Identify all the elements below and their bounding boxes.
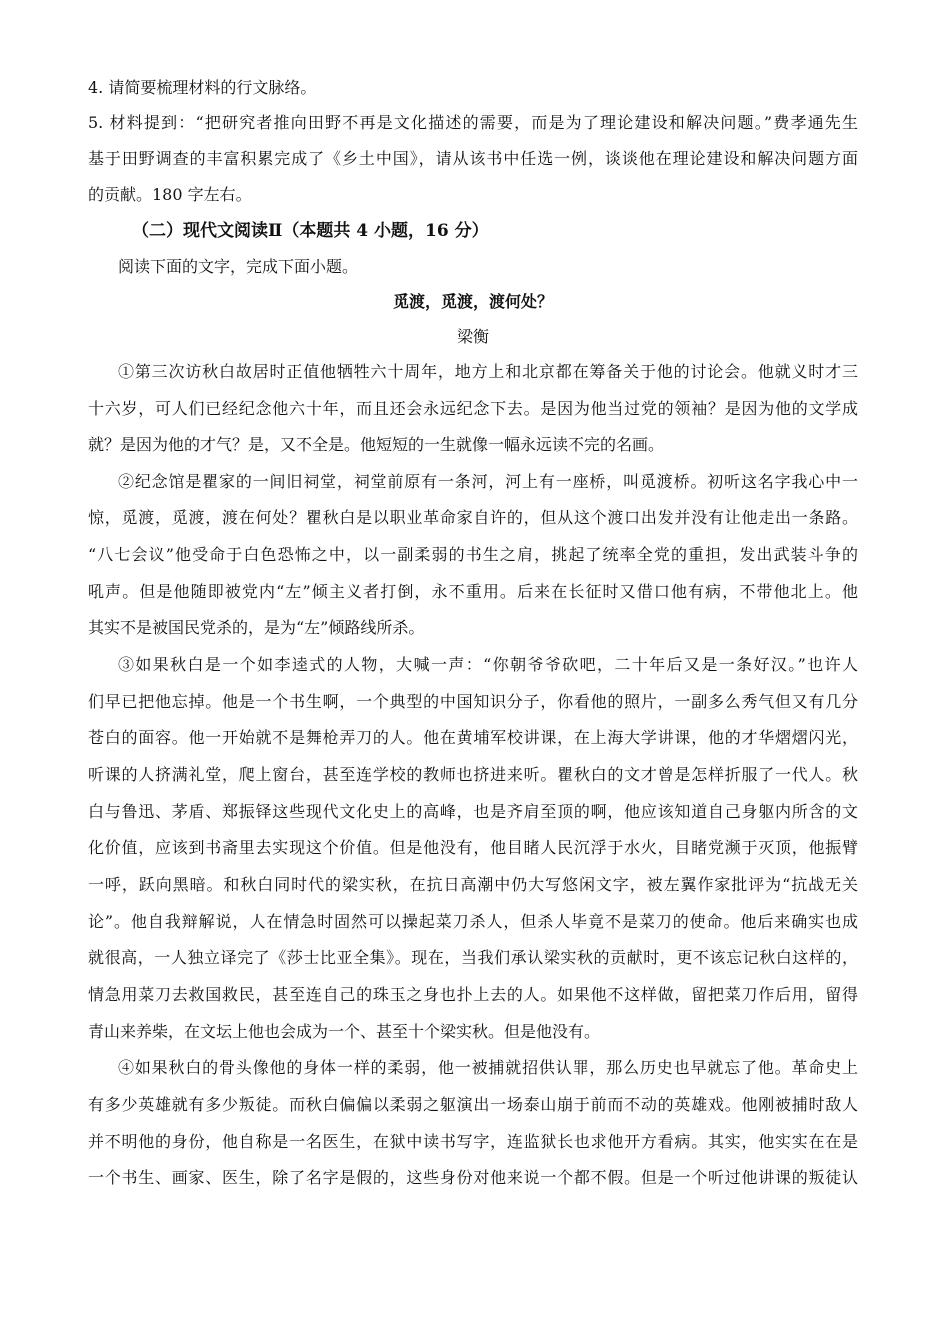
paragraph-3-line: 情急用菜刀去救国救民，甚至连自己的珠玉之身也扑上去的人。如果他不这样做，留把菜刀作后用，留得	[88, 985, 858, 1004]
paragraph-1-line: 十六岁，可人们已经纪念他六十年，而且还会永远纪念下去。是因为他当过党的领袖？是因为他的文学成	[88, 399, 858, 418]
question-5-line-2: 基于田野调查的丰富积累完成了《乡土中国》，请从该书中任选一例，谈谈他在理论建设和解决问题方面	[88, 149, 858, 168]
paragraph-4-line: 一个书生、画家、医生，除了名字是假的，这些身份对他来说一个都不假。但是一个听过他讲课的叛徒认	[88, 1168, 858, 1187]
paragraph-3-line: 白与鲁迅、茅盾、郑振铎这些现代文化史上的高峰，也是齐肩至顶的啊，他应该知道自己身躯内所含的文	[88, 802, 858, 821]
paragraph-2-line: 吼声。但是他随即被党内“左”倾主义者打倒，永不重用。后来在长征时又借口他有病，不带他北上。他	[88, 582, 858, 601]
paragraph-4-line: 并不明他的身份，他自称是一名医生，在狱中读书写字，连监狱长也求他开方看病。其实，他实实在在是	[88, 1132, 858, 1151]
question-5-line-3: 的贡献。180 字左右。	[88, 185, 252, 204]
paragraph-3-line: 苍白的面容。他一开始就不是舞枪弄刀的人。他在黄埔军校讲课，在上海大学讲课，他的才华熠熠闪光，	[88, 728, 858, 747]
article-author: 梁衡	[456, 327, 489, 346]
paragraph-3-line: ③如果秋白是一个如李逵式的人物，大喊一声：“你朝爷爷砍吧，二十年后又是一条好汉。”也许人	[118, 655, 858, 674]
paragraph-3-line: 青山来养柴，在文坛上他也会成为一个、甚至十个梁实秋。但是他没有。	[88, 1022, 601, 1041]
paragraph-3-line: 们早已把他忘掉。他是一个书生啊，一个典型的中国知识分子，你看他的照片，一副多么秀气但又有几分	[88, 692, 858, 711]
paragraph-3-line: 一呼，跃向黑暗。和秋白同时代的梁实秋，在抗日高潮中仍大写悠闲文字，被左翼作家批评为“抗战无关	[88, 875, 858, 894]
paragraph-1-line: ①第三次访秋白故居时正值他牺牲六十周年，地方上和北京都在筹备关于他的讨论会。他就义时才三	[118, 362, 858, 381]
article-title: 觅渡，觅渡，渡何处？	[392, 292, 553, 311]
paragraph-3-line: 论”。他自我辩解说，人在情急时固然可以操起菜刀杀人，但杀人毕竟不是菜刀的使命。他后来确实也成	[88, 912, 858, 931]
paragraph-2-line: ②纪念馆是瞿家的一间旧祠堂，祠堂前原有一条河，河上有一座桥，叫觅渡桥。初听这名字我心中一	[118, 472, 858, 491]
question-5-line-1: 5. 材料提到：“把研究者推向田野不再是文化描述的需要，而是为了理论建设和解决问题。”费孝通先生	[88, 113, 858, 132]
paragraph-4-line: ④如果秋白的骨头像他的身体一样的柔弱，他一被捕就招供认罪，那么历史也早就忘了他。革命史上	[118, 1058, 858, 1077]
paragraph-2-line: “八七会议”他受命于白色恐怖之中，以一副柔弱的书生之肩，挑起了统率全党的重担，发出武装斗争的	[88, 545, 858, 564]
section-heading: （二）现代文阅读Ⅱ（本题共 4 小题，16 分）	[132, 221, 489, 241]
section-instruction: 阅读下面的文字，完成下面小题。	[118, 257, 359, 276]
paragraph-3-line: 化价值，应该到书斋里去实现这个价值。但是他没有，他目睹人民沉浮于水火，目睹党濒于灭顶，他振臂	[88, 838, 858, 857]
paragraph-3-line: 就很高，一人独立译完了《莎士比亚全集》。现在，当我们承认梁实秋的贡献时，更不该忘记秋白这样的，	[88, 948, 858, 967]
question-4: 4. 请简要梳理材料的行文脉络。	[88, 78, 317, 97]
paragraph-2-line: 惊，觅渡，觅渡，渡在何处？瞿秋白是以职业革命家自许的，但从这个渡口出发并没有让他走出一条路。	[88, 508, 858, 527]
paragraph-4-line: 有多少英雄就有多少叛徒。而秋白偏偏以柔弱之躯演出一场泰山崩于前而不动的英雄戏。他刚被捕时敌人	[88, 1095, 858, 1114]
paragraph-1-line: 就？是因为他的才气？是，又不全是。他短短的一生就像一幅永远读不完的名画。	[88, 435, 665, 454]
paragraph-2-line: 其实不是被国民党杀的，是为“左”倾路线所杀。	[88, 618, 425, 637]
paragraph-3-line: 听课的人挤满礼堂，爬上窗台，甚至连学校的教师也挤进来听。瞿秋白的文才曾是怎样折服了一代人。秋	[88, 765, 858, 784]
